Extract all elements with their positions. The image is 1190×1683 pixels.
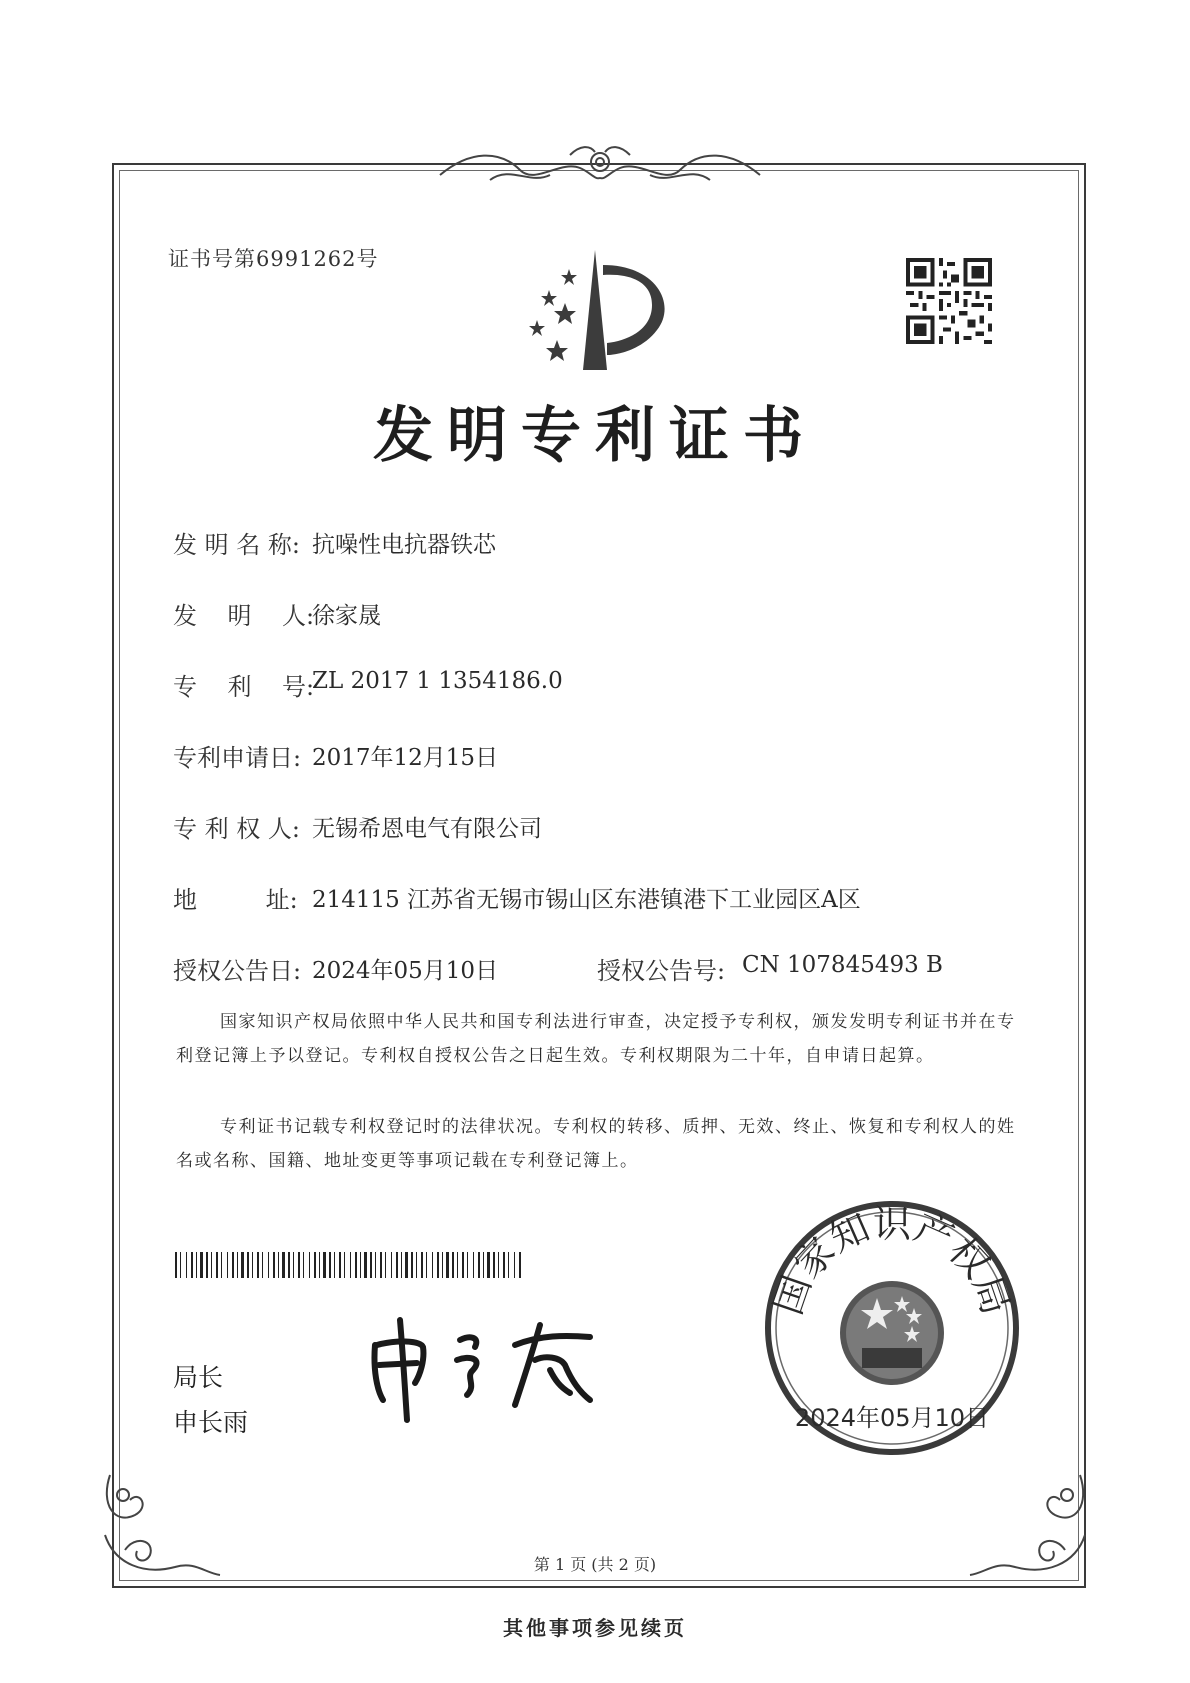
field-label-invention-name: 发 明 名 称:: [173, 531, 300, 559]
field-value-patent-number: ZL 2017 1 1354186.0: [312, 668, 563, 694]
seal-text: 国家知识产权局: [765, 1201, 1019, 1321]
certificate-number: 证书号第6991262号: [168, 247, 379, 271]
field-value-inventor: 徐家晟: [312, 603, 381, 629]
field-value-announcement-number: CN 107845493 B: [742, 952, 943, 978]
field-value-address: 214115 江苏省无锡市锡山区东港镇港下工业园区A区: [312, 887, 861, 913]
legal-status-paragraph: 专利证书记载专利权登记时的法律状况。专利权的转移、质押、无效、终止、恢复和专利权人的姓名或名称、国籍、地址变更等事项记载在专利登记簿上。: [176, 1117, 1016, 1171]
field-label-filing-date: 专利申请日:: [173, 744, 302, 772]
field-label-grant-date: 授权公告日:: [173, 957, 302, 985]
field-label-inventor: 发 明 人:: [173, 602, 315, 630]
field-label-address: 地 址:: [173, 886, 298, 914]
field-label-announcement-number: 授权公告号:: [597, 957, 726, 985]
grant-statement-paragraph: 国家知识产权局依照中华人民共和国专利法进行审查，决定授予专利权，颁发发明专利证书并在专利登记簿上予以登记。专利权自授权公告之日起生效。专利权期限为二十年，自申请日起算。: [176, 1012, 1016, 1066]
patent-office-emblem: [507, 245, 687, 380]
continued-note: 其他事项参见续页: [503, 1616, 687, 1640]
field-value-patentee: 无锡希恩电气有限公司: [312, 816, 542, 842]
page-number: 第 1 页 (共 2 页): [533, 1555, 657, 1574]
handwritten-signature: [365, 1315, 605, 1425]
field-value-invention-name: 抗噪性电抗器铁芯: [312, 532, 496, 558]
field-value-grant-date: 2024年05月10日: [312, 958, 499, 984]
field-label-patentee: 专 利 权 人:: [173, 815, 300, 843]
certificate-title: 发明专利证书: [373, 401, 817, 471]
field-label-patent-number: 专 利 号:: [173, 673, 315, 701]
field-value-filing-date: 2017年12月15日: [312, 745, 499, 771]
qr-code-icon: [906, 258, 992, 344]
signer-title: 局长: [173, 1363, 224, 1392]
signer-name: 申长雨: [173, 1408, 249, 1437]
seal-date: 2024年05月10日: [794, 1404, 990, 1432]
official-seal: [762, 1198, 1022, 1458]
top-ornament: [430, 140, 770, 195]
barcode: [175, 1252, 521, 1278]
